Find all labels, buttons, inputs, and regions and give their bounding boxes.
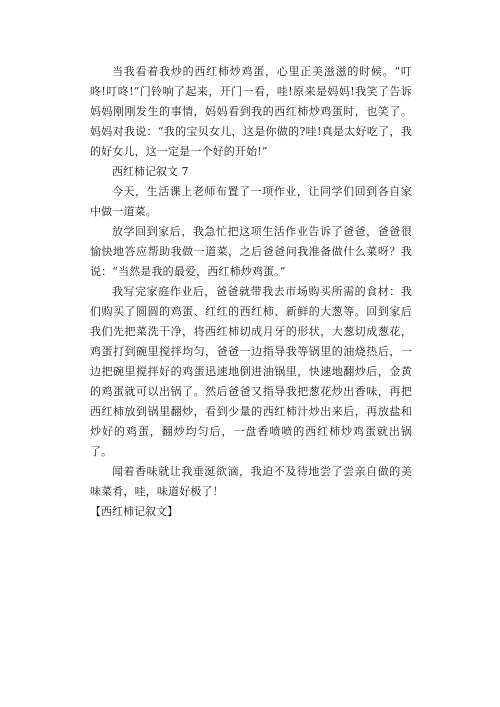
section-title: 西红柿记叙文 7	[112, 165, 189, 178]
paragraph: 放学回到家后，我急忙把这项生活作业告诉了爸爸，爸爸很愉快地答应帮助我做一道菜，之后爸爸问我准备做什么菜呀？我说：“当然是我的最爱，西红柿炒鸡蛋。”	[90, 225, 412, 278]
footer-tag: 【西红柿记叙文】	[90, 505, 178, 518]
document-body	[90, 62, 412, 522]
paragraph: 今天，生活课上老师布置了一项作业，让同学们回到各自家中做一道菜。	[90, 185, 412, 218]
paragraph: 当我看着我炒的西红柿炒鸡蛋，心里正美滋滋的时候。“叮咚!叮咚!”门铃响了起来，开门一看，哇!原来是妈妈!我笑了告诉妈妈刚刚发生的事情，妈妈看到我的西红柿炒鸡蛋时，也笑了。妈妈对我说：“我的宝贝女儿，这是你做的?哇!真是太好吃了，我的好女儿，这一定是一个好的开始!”	[90, 65, 412, 158]
paragraph: 闻着香味就让我垂涎欲滴，我迫不及待地尝了尝亲自做的美味菜肴，哇，味道好极了！	[90, 465, 412, 498]
paragraph: 我写完家庭作业后，爸爸就带我去市场购买所需的食材：我们购买了圆圆的鸡蛋、红红的西红柿、新鲜的大葱等。回到家后我们先把菜洗干净，将西红柿切成月牙的形状，大葱切成葱花，鸡蛋打到碗里搅拌均匀，爸爸一边指导我等锅里的油烧热后，一边把碗里搅拌好的鸡蛋迅速地倒进油锅里，快速地翻炒后，金黄的鸡蛋就可以出锅了。然后爸爸又指导我把葱花炒出香味，再把西红柿放到锅里翻炒，看到少量的西红柿汁炒出来后，再放盐和炒好的鸡蛋，翻炒均匀后，一盘香喷喷的西红柿炒鸡蛋就出锅了。	[90, 285, 412, 458]
